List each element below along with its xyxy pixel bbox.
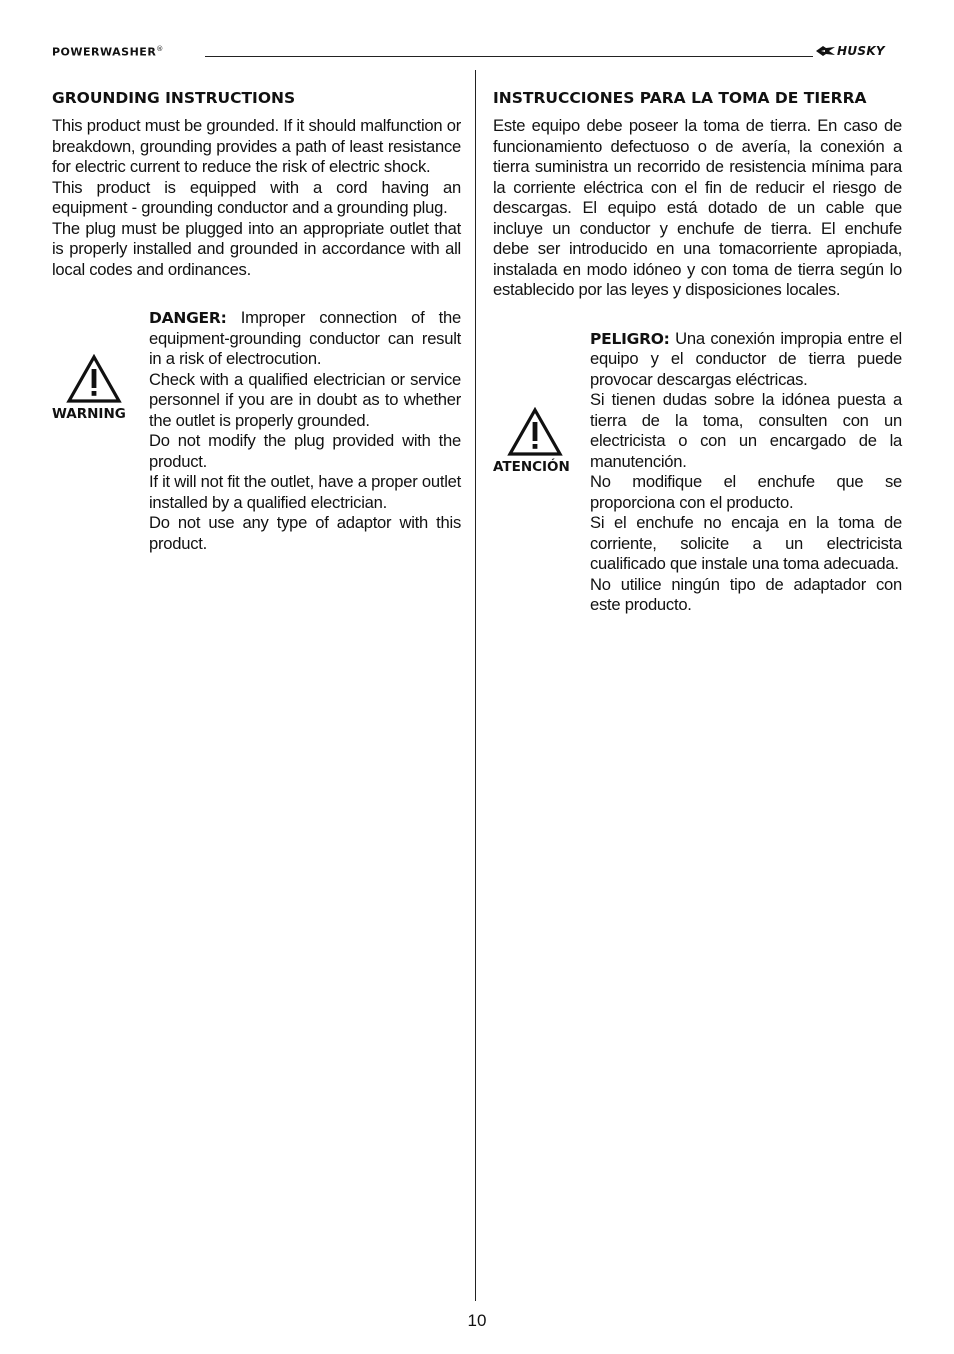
danger-line: No modifique el enchufe que se proporciona con el producto. <box>590 472 902 512</box>
danger-line <box>590 329 902 391</box>
brand-text: POWERWASHER <box>52 45 157 59</box>
intro-paragraph <box>52 116 461 280</box>
danger-heading: DANGER: <box>149 309 227 327</box>
warning-symbol <box>493 407 581 475</box>
intro-paragraph <box>493 116 902 301</box>
danger-text <box>590 329 902 616</box>
brand-name <box>52 45 164 59</box>
paragraph-line: This product is equipped with a cord having an equipment - grounding conductor and a grounding plug. <box>52 177 461 217</box>
danger-block <box>493 329 902 616</box>
paragraph-line: Este equipo debe poseer la toma de tierra. En caso de funcionamiento defectuoso o de avería, la conexión a tierra suministra un recorrido de resistencia mínima para la corriente eléctrica con el fin de reducir el riesgo de descargas. El equipo está dotado de un cable que incluye un conductor y enchufe de tierra. El enchufe debe ser introducido en una tomacorriente apropiada, instalada en modo idóneo y con toma de tierra según lo establecido por las leyes y disposiciones locales. <box>493 116 902 299</box>
danger-line-text: Una conexión impropia entre el equipo y el conductor de tierra puede provocar descargas eléctricas. <box>590 328 902 389</box>
danger-line: Check with a qualified electrician or service personnel if you are in doubt as to whether the outlet is properly grounded. <box>149 369 461 430</box>
danger-text <box>149 308 461 554</box>
danger-line: Do not modify the plug provided with the product. <box>149 431 461 471</box>
logo-text: HUSKY <box>837 44 885 58</box>
husky-logo <box>815 42 895 60</box>
warning-triangle-icon <box>507 407 563 457</box>
header-rule <box>205 56 813 57</box>
danger-line: Do not use any type of adaptor with this product. <box>149 513 461 553</box>
section-title: INSTRUCCIONES PARA LA TOMA DE TIERRA <box>493 89 867 107</box>
paragraph-line: This product must be grounded. If it should malfunction or breakdown, grounding provides a path of least resistance for electric current to reduce the risk of electric shock. <box>52 116 461 176</box>
danger-line: No utilice ningún tipo de adaptador con este producto. <box>590 574 902 614</box>
warning-symbol <box>52 354 140 422</box>
danger-line: If it will not fit the outlet, have a proper outlet installed by a qualified electrician. <box>149 472 461 512</box>
danger-line <box>149 308 461 370</box>
danger-line: Si el enchufe no encaja en la toma de corriente, solicite a un electricista cualificado que instale una toma adecuada. <box>590 513 902 573</box>
danger-heading: PELIGRO: <box>590 329 670 348</box>
spanish-column <box>493 86 902 616</box>
danger-line: Si tienen dudas sobre la idónea puesta a tierra de la toma, consulten con un electricista o con un encargado de la manutención. <box>590 390 902 471</box>
section-title: GROUNDING INSTRUCTIONS <box>52 89 296 107</box>
english-column <box>52 86 461 554</box>
warning-label: ATENCIÓN <box>493 458 570 475</box>
registered-mark: ® <box>156 45 164 53</box>
husky-logo-icon <box>815 43 837 59</box>
warning-label: WARNING <box>52 406 126 422</box>
paragraph-line: The plug must be plugged into an appropriate outlet that is properly installed and grounded in accordance with all local codes and ordinances. <box>52 218 461 279</box>
danger-line-text: Improper connection of the equipment-grounding conductor can result in a risk of electrocution. <box>149 308 461 368</box>
page-number: 10 <box>467 1311 487 1330</box>
column-divider <box>475 70 476 1301</box>
page-header <box>52 40 895 62</box>
warning-triangle-icon <box>66 354 122 404</box>
danger-block <box>52 308 461 554</box>
